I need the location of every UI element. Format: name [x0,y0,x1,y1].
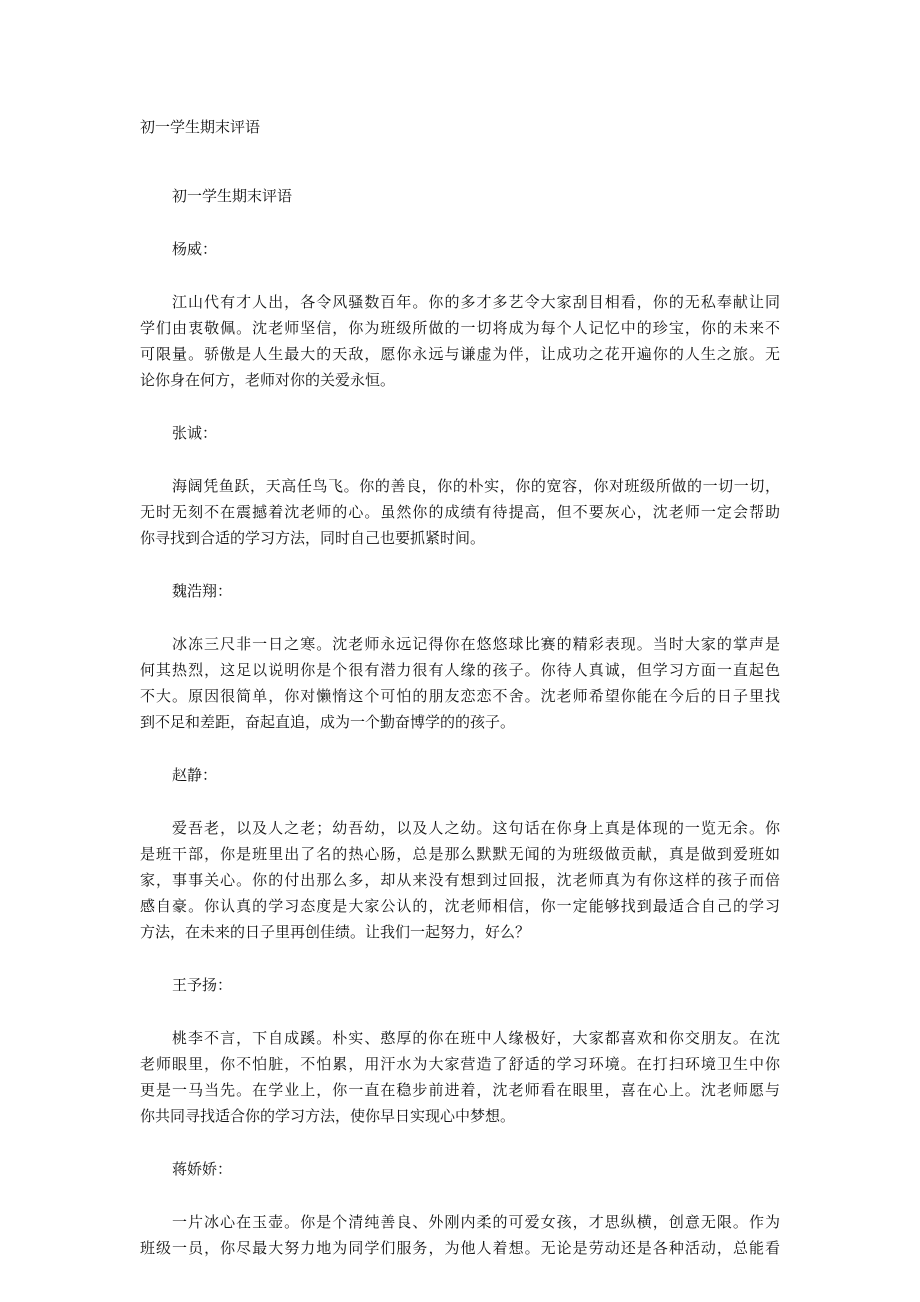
student-name: 王予扬： [172,976,233,994]
student-name: 魏浩翔： [172,582,233,600]
paragraph-line: 到不足和差距，奋起直追，成为一个勤奋博学的的孩子。 [140,713,516,731]
paragraph-line: 老师眼里，你不怕脏，不怕累，用汗水为大家营造了舒适的学习环境。在打扫环境卫生中你 [140,1055,780,1073]
comment-paragraph [140,1209,780,1261]
comment-paragraph [140,631,780,735]
paragraph-line: 家，事事关心。你的付出那么多，却从来没有想到过回报，沈老师真为有你这样的孩子而倍 [140,871,780,889]
paragraph-line: 可限量。骄傲是人生最大的天敌，愿你永远与谦虚为伴，让成功之花开遍你的人生之旅。无 [140,345,780,363]
document-body [140,183,780,1261]
paragraph-line: 论你身在何方，老师对你的关爱永恒。 [140,371,396,389]
paragraph-line: 无时无刻不在震撼着沈老师的心。虽然你的成绩有待提高，但不要灰心，沈老师一定会帮助 [140,503,780,521]
paragraph-line: 桃李不言，下自成蹊。朴实、憨厚的你在班中人缘极好，大家都喜欢和你交朋友。在沈 [172,1029,780,1047]
paragraph-line: 感自豪。你认真的学习态度是大家公认的，沈老师相信，你一定能够找到最适合自己的学习 [140,897,780,915]
paragraph-line: 你共同寻找适合你的学习方法，使你早日实现心中梦想。 [140,1107,516,1125]
student-name: 张诚： [172,424,218,442]
comment-paragraph [140,473,780,551]
paragraph-line: 爱吾老，以及人之老；幼吾幼，以及人之幼。这句话在你身上真是体现的一览无余。你 [172,819,780,837]
paragraph-line: 你寻找到合适的学习方法，同时自己也要抓紧时间。 [140,529,486,547]
student-name: 蒋娇娇： [172,1160,233,1178]
paragraph-line: 班级一员，你尽最大努力地为同学们服务，为他人着想。无论是劳动还是各种活动，总能看 [140,1239,780,1257]
paragraph-line: 何其热烈，这足以说明你是个很有潜力很有人缘的孩子。你待人真诚，但学习方面一直起色 [140,661,780,679]
paragraph-line: 海阔凭鱼跃，天高任鸟飞。你的善良，你的朴实，你的宽容，你对班级所做的一切一切， [172,477,780,495]
paragraph-line: 江山代有才人出，各令风骚数百年。你的多才多艺令大家刮目相看，你的无私奉献让同 [172,293,780,311]
student-name: 杨威： [172,240,218,258]
student-name: 赵静： [172,766,218,784]
comment-paragraph [140,1025,780,1129]
paragraph-line: 一片冰心在玉壶。你是个清纯善良、外刚内柔的可爱女孩，才思纵横，创意无限。作为 [172,1213,780,1231]
comment-paragraph [140,289,780,393]
paragraph-line: 方法，在未来的日子里再创佳绩。让我们一起努力，好么？ [140,923,531,941]
document-title: 初一学生期末评语 [140,118,261,136]
section-heading: 初一学生期末评语 [172,187,293,205]
paragraph-line: 学们由衷敬佩。沈老师坚信，你为班级所做的一切将成为每个人记忆中的珍宝，你的未来不 [140,319,780,337]
paragraph-line: 不大。原因很简单，你对懒惰这个可怕的朋友恋恋不舍。沈老师希望你能在今后的日子里找 [140,687,780,705]
comment-paragraph [140,815,780,945]
paragraph-line: 更是一马当先。在学业上，你一直在稳步前进着，沈老师看在眼里，喜在心上。沈老师愿与 [140,1081,780,1099]
paragraph-line: 冰冻三尺非一日之寒。沈老师永远记得你在悠悠球比赛的精彩表现。当时大家的掌声是 [172,635,780,653]
paragraph-line: 是班干部，你是班里出了名的热心肠，总是那么默默无闻的为班级做贡献，真是做到爱班如 [140,845,780,863]
